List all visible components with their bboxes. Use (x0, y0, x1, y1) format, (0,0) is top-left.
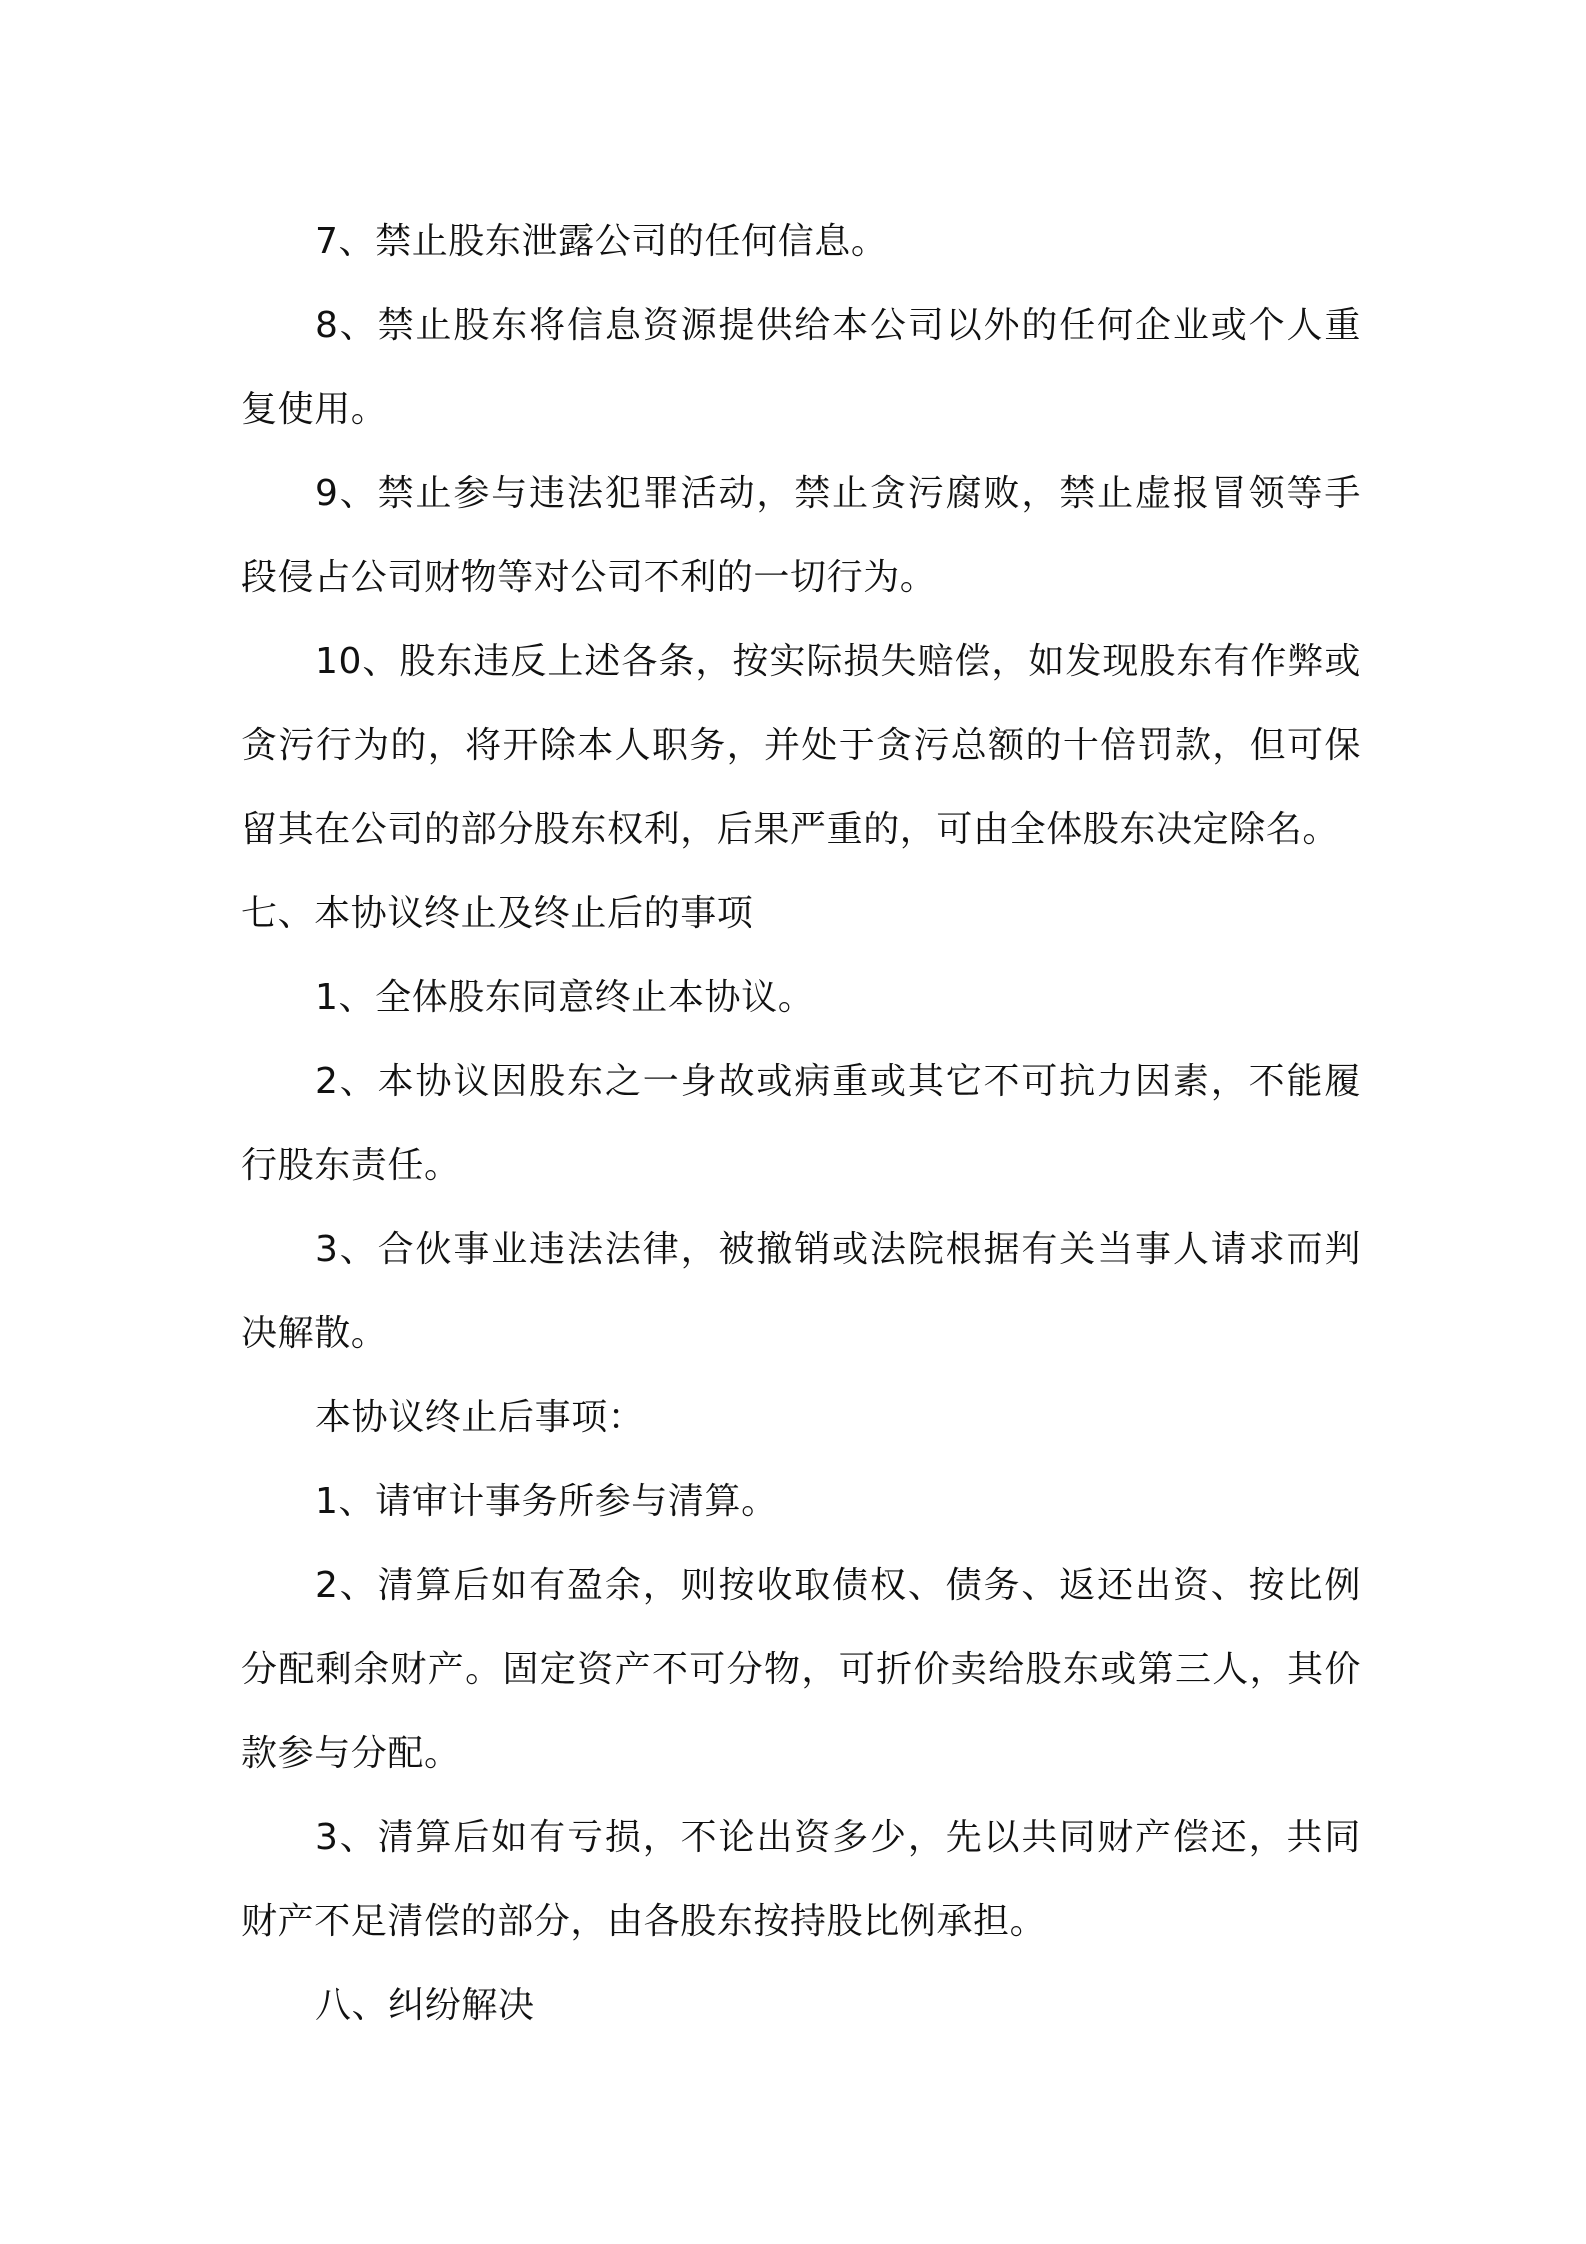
section-heading-7: 七、本协议终止及终止后的事项 (241, 893, 754, 934)
section-heading-8: 八、纠纷解决 (315, 1985, 535, 2026)
post-termination-item-3: 3、清算后如有亏损，不论出资多少，先以共同财产偿还，共同财产不足清偿的部分，由各股东按持股比例承担。 (241, 1817, 1361, 1942)
post-termination-heading: 本协议终止后事项： (315, 1397, 645, 1438)
clause-7: 7、禁止股东泄露公司的任何信息。 (315, 221, 888, 262)
clause-8: 8、禁止股东将信息资源提供给本公司以外的任何企业或个人重复使用。 (241, 305, 1361, 430)
post-termination-item-2: 2、清算后如有盈余，则按收取债权、债务、返还出资、按比例分配剩余财产。固定资产不可分物，可折价卖给股东或第三人，其价款参与分配。 (241, 1565, 1361, 1774)
termination-item-2: 2、本协议因股东之一身故或病重或其它不可抗力因素，不能履行股东责任。 (241, 1061, 1361, 1186)
termination-item-1: 1、全体股东同意终止本协议。 (315, 977, 815, 1018)
clause-10: 10、股东违反上述各条，按实际损失赔偿，如发现股东有作弊或贪污行为的，将开除本人职务，并处于贪污总额的十倍罚款，但可保留其在公司的部分股东权利，后果严重的，可由全体股东决定除名。 (241, 641, 1361, 850)
post-termination-item-1: 1、请审计事务所参与清算。 (315, 1481, 778, 1522)
clause-9: 9、禁止参与违法犯罪活动，禁止贪污腐败，禁止虚报冒领等手段侵占公司财物等对公司不利的一切行为。 (241, 473, 1361, 598)
document-body (241, 200, 1361, 2048)
termination-item-3: 3、合伙事业违法法律，被撤销或法院根据有关当事人请求而判决解散。 (241, 1229, 1361, 1354)
